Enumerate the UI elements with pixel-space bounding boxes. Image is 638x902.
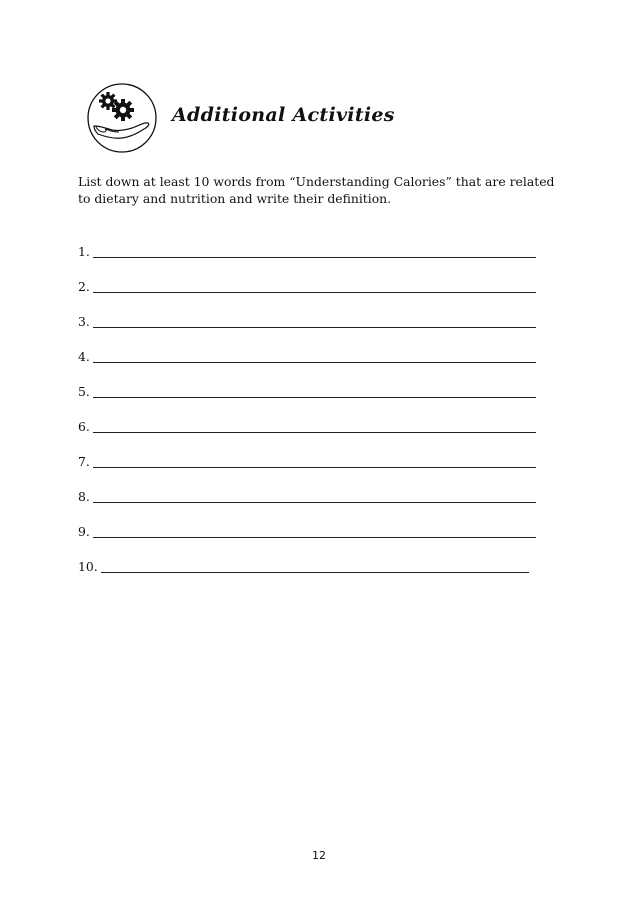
answer-line[interactable] [101,560,529,573]
answer-row-7 [78,434,538,469]
item-number: 10. [78,559,98,574]
answer-line[interactable] [93,245,536,258]
answer-row-3 [78,294,538,329]
answer-line[interactable] [93,315,536,328]
instructions-text: List down at least 10 words from “Understanding Calories” that are related to dietary and nutrition and write their definition. [78,174,555,206]
answer-line[interactable] [93,525,536,538]
page-title: Additional Activities [172,104,395,126]
item-number: 5. [78,384,90,399]
answer-list [78,224,538,574]
item-number: 4. [78,349,90,364]
answer-row-8 [78,469,538,504]
item-number: 7. [78,454,90,469]
item-number: 8. [78,489,90,504]
answer-row-1 [78,224,538,259]
answer-row-9 [78,504,538,539]
answer-line[interactable] [93,385,536,398]
item-number: 9. [78,524,90,539]
answer-row-5 [78,364,538,399]
answer-row-10 [78,539,538,574]
answer-line[interactable] [93,455,536,468]
answer-line[interactable] [93,350,536,363]
page-number: 12 [312,849,326,862]
answer-row-2 [78,259,538,294]
answer-row-4 [78,329,538,364]
item-number: 3. [78,314,90,329]
item-number: 6. [78,419,90,434]
item-number: 2. [78,279,90,294]
answer-line[interactable] [93,420,536,433]
item-number: 1. [78,244,90,259]
answer-row-6 [78,399,538,434]
answer-line[interactable] [93,280,536,293]
answer-line[interactable] [93,490,536,503]
gears-on-hand-icon [86,82,158,154]
